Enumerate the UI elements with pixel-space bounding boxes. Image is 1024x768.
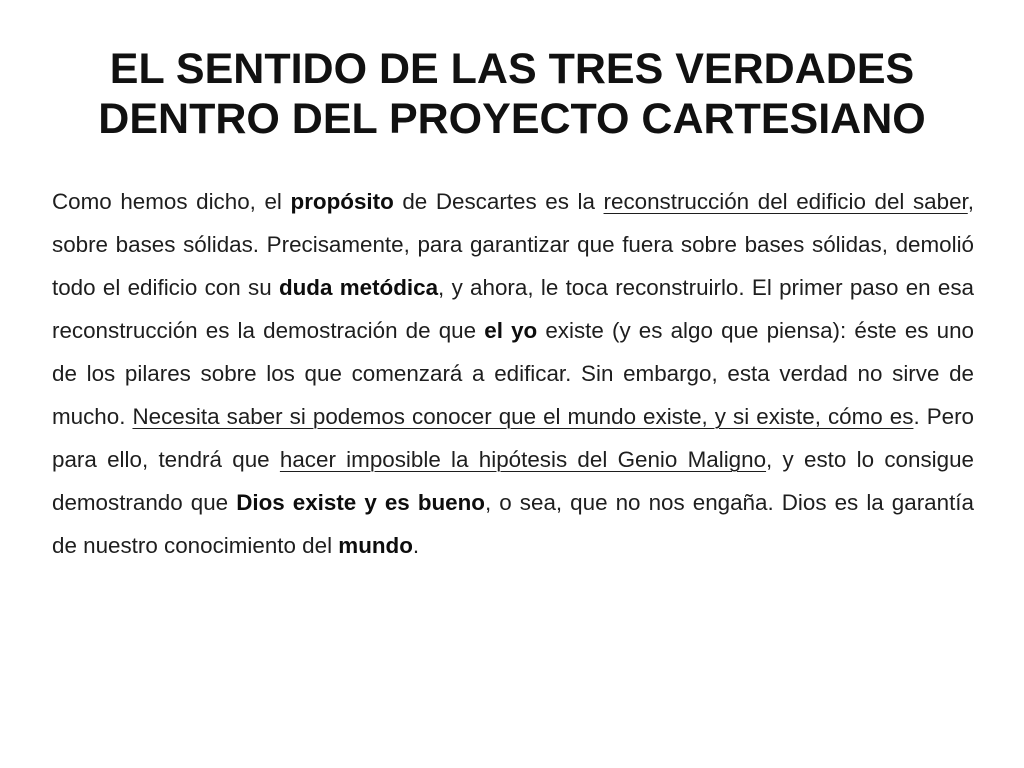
title-line-1: EL SENTIDO DE LAS TRES VERDADES	[109, 45, 915, 93]
bold-dios-existe: Dios existe y es bueno	[236, 490, 485, 515]
bold-el-yo: el yo	[484, 318, 538, 343]
bold-proposito: propósito	[290, 189, 394, 214]
text-segment: Como hemos dicho, el	[52, 189, 291, 214]
bold-duda-metodica: duda metódica	[278, 275, 439, 300]
title-line-2: DENTRO DEL PROYECTO CARTESIANO	[98, 95, 926, 143]
text-segment: , y ahora, le toca reconstruirlo. El primer paso en esa reconstrucción es la demostración de que	[52, 275, 975, 343]
text-segment: .	[412, 533, 420, 558]
text-segment: , o sea, que no nos engaña. Dios es la garantía de nuestro conocimiento del	[52, 490, 974, 558]
body-paragraph	[52, 180, 974, 567]
underlined-reconstruccion: reconstrucción del edificio del saber	[603, 189, 968, 214]
underlined-necesita-saber: Necesita saber si podemos conocer que el mundo existe, y si existe, cómo es	[132, 404, 914, 429]
underlined-genio-maligno: hacer imposible la hipótesis del Genio Maligno	[279, 447, 767, 472]
text-segment: . Pero para ello, tendrá que	[52, 404, 974, 472]
text-segment: , sobre bases sólidas. Precisamente, para garantizar que fuera sobre bases sólidas, demolió todo el edificio con su	[52, 189, 974, 300]
text-segment: de Descartes es la	[393, 189, 604, 214]
text-segment: existe (y es algo que piensa): éste es uno de los pilares sobre los que comenzará a edificar. Sin embargo, esta verdad no sirve de mucho.	[52, 318, 974, 429]
text-segment: , y esto lo consigue demostrando que	[52, 447, 974, 515]
bold-mundo: mundo	[338, 533, 413, 558]
slide-title	[40, 44, 984, 144]
